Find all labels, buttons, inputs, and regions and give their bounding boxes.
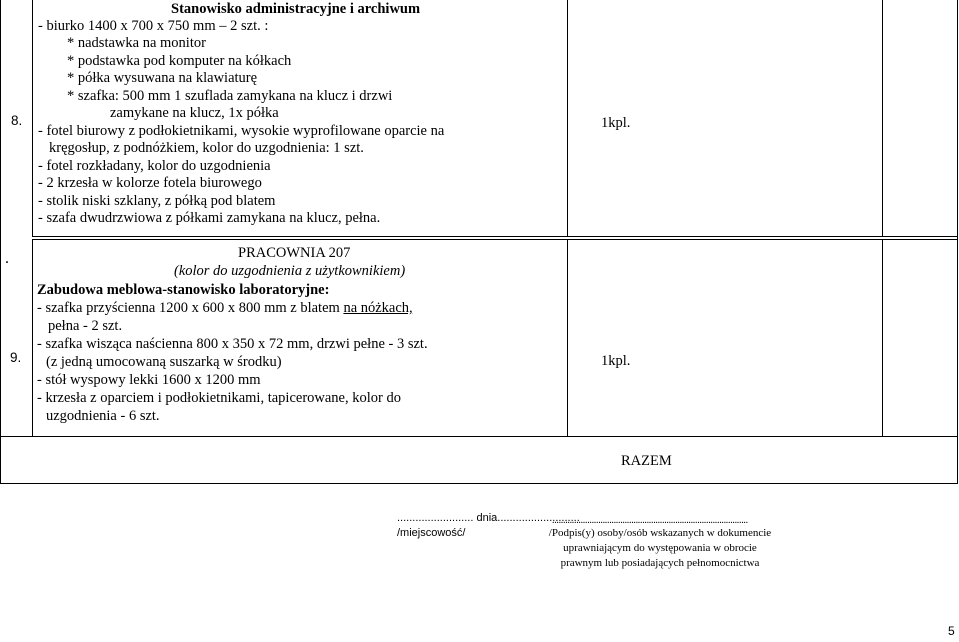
item-line: pełna - 2 szt. (48, 318, 123, 334)
item-line: zamykane na klucz, 1x półka (110, 105, 279, 121)
place-label: /miejscowość/ (397, 527, 466, 539)
section-title: PRACOWNIA 207 (238, 245, 351, 261)
item-line: * nadstawka na monitor (67, 35, 206, 51)
item-line (37, 299, 428, 317)
row-8-content (38, 1, 444, 228)
signature-caption-line: uprawniającym do występowania w obrocie (563, 542, 757, 554)
table-border (882, 0, 883, 237)
table-border (882, 239, 883, 437)
item-line: - stolik niski szklany, z półką pod blatem (38, 192, 276, 209)
item-line: * półka wysuwana na klawiaturę (67, 70, 258, 86)
table-border (32, 0, 33, 237)
item-line: - szafka wisząca naścienna 800 x 350 x 72 mm, drzwi pełne - 3 szt. (37, 336, 428, 352)
table-border (32, 236, 957, 237)
signature-line: ......................................................................................... (552, 515, 748, 526)
table-border (0, 483, 958, 484)
item-line: uzgodnienia - 6 szt. (46, 408, 160, 424)
place-date-line: ......................... dnia........................... (397, 512, 580, 524)
item-line: - 2 krzesła w kolorze fotela biurowego (38, 175, 262, 191)
signature-caption-line: prawnym lub posiadających pełnomocnictwa (560, 557, 760, 569)
row-number: 8. (11, 113, 23, 128)
row-9-content (37, 281, 428, 425)
signature-caption (548, 526, 772, 571)
item-line: * podstawka pod komputer na kółkach (67, 52, 292, 69)
item-text-underlined: na nóżkach, (343, 300, 413, 316)
item-line: - fotel biurowy z podłokietnikami, wysokie wyprofilowane oparcie na (38, 122, 445, 139)
table-border (567, 239, 568, 437)
item-line: (z jedną umocowaną suszarką w środku) (46, 354, 282, 370)
item-line: * szafka: 500 mm 1 szuflada zamykana na klucz i drzwi (67, 87, 393, 104)
table-border (567, 0, 568, 237)
table-border (32, 239, 957, 240)
section-title: Stanowisko administracyjne i archiwum (171, 1, 421, 17)
table-border (0, 436, 957, 437)
item-line: - biurko 1400 x 700 x 750 mm – 2 szt. : (38, 18, 269, 34)
row-number: 9. (10, 350, 22, 365)
signature-caption-line: /Podpis(y) osoby/osób wskazanych w dokumencie (548, 527, 772, 539)
table-border (957, 0, 958, 484)
item-line: kręgosłup, z podnóżkiem, kolor do uzgodnienia: 1 szt. (49, 140, 364, 156)
item-line: - szafa dwudrzwiowa z półkami zamykana na klucz, pełna. (38, 210, 381, 226)
item-line: - fotel rozkładany, kolor do uzgodnienia (38, 157, 271, 174)
table-border (32, 239, 33, 437)
section-subtitle: (kolor do uzgodnienia z użytkownikiem) (174, 263, 406, 279)
row-marker: . (5, 250, 9, 267)
quantity: 1kpl. (601, 115, 631, 131)
item-line: - stół wyspowy lekki 1600 x 1200 mm (37, 372, 261, 388)
table-border (0, 0, 1, 484)
total-label: RAZEM (621, 453, 672, 469)
item-text: - szafka przyścienna 1200 x 600 x 800 mm z blatem (37, 300, 344, 316)
item-line: - krzesła z oparciem i podłokietnikami, tapicerowane, kolor do (37, 390, 401, 406)
page-number: 5 (948, 624, 955, 638)
quantity: 1kpl. (601, 353, 631, 369)
section-heading: Zabudowa meblowa-stanowisko laboratoryjne: (37, 282, 330, 298)
